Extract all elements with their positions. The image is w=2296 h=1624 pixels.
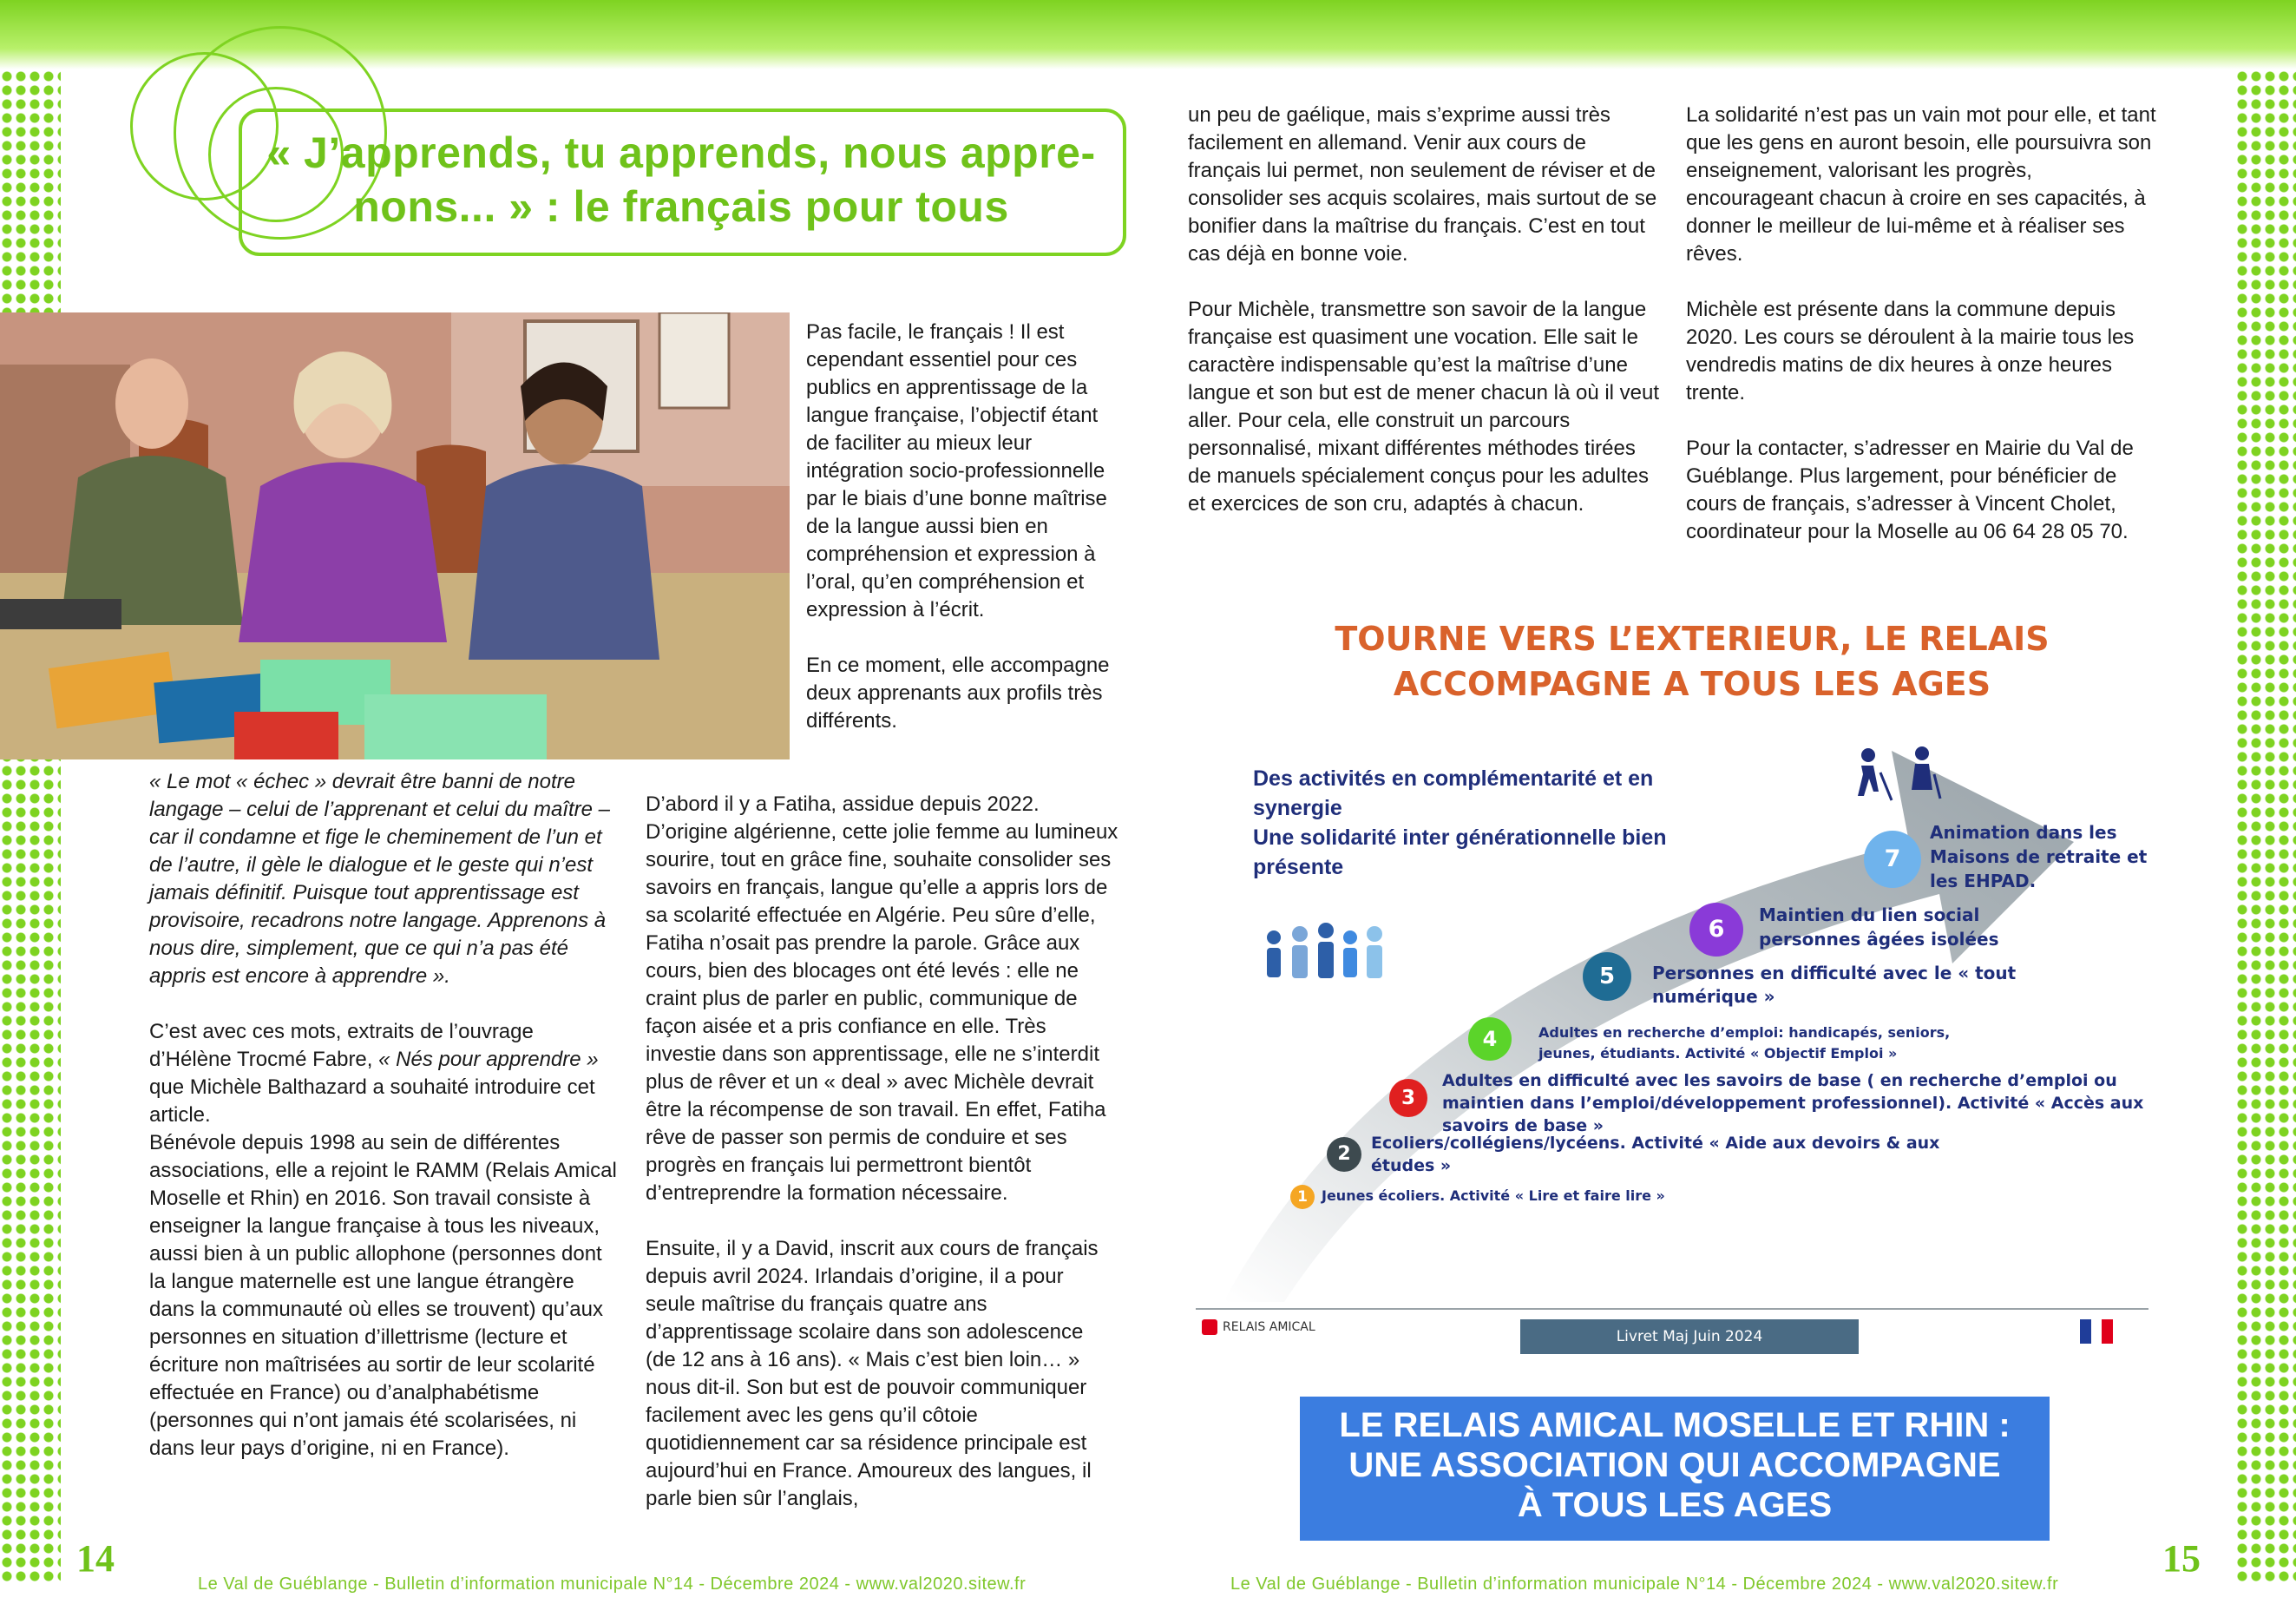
- label-line: savoirs de base »: [1442, 1116, 1604, 1135]
- page-number-left: 14: [76, 1537, 115, 1580]
- banner-line: UNE ASSOCIATION QUI ACCOMPAGNE: [1348, 1446, 2001, 1484]
- logo-text: RELAIS AMICAL: [1223, 1320, 1315, 1334]
- step-3-circle: 3: [1389, 1079, 1427, 1117]
- right-page-column-2: [1686, 102, 2161, 546]
- people-group-icon: [1267, 923, 1382, 978]
- paragraph: Pas facile, le français ! Il est cependant essentiel pour ces publics en apprentissage de la langue française, l’objectif étant de faciliter au mieux leur intégration socio-professionnelle par le biais d’une bonne maîtrise de la langue aussi bien en compréhension et expression à l’oral, qu’en compréhension et expression à l’écrit.: [806, 320, 1107, 621]
- step-4-circle: 4: [1468, 1017, 1512, 1061]
- infographic-divider: [1196, 1308, 2148, 1310]
- middle-column: [646, 791, 1118, 1513]
- label-line: personnes âgées isolées: [1759, 929, 1999, 950]
- step-3-label: [1442, 1069, 2143, 1137]
- title-line: ACCOMPAGNE A TOUS LES AGES: [1393, 665, 1991, 703]
- paragraph: un peu de gaélique, mais s’exprime aussi très facilement en allemand. Venir aux cours de français lui permet, non seulement de réviser et de consolider ses acquis scolaires, mais surtout de se bonifier dans la maîtrise du français. C’est en tout cas déjà en bonne voie.: [1188, 103, 1657, 266]
- relais-logo-icon: [1202, 1319, 1217, 1335]
- livret-badge: Livret Maj Juin 2024: [1520, 1319, 1859, 1354]
- label-line: Personnes en difficulté avec le « tout: [1652, 963, 2017, 983]
- step-1-circle: 1: [1290, 1185, 1315, 1209]
- paragraph: Michèle est présente dans la commune depuis 2020. Les cours se déroulent à la mairie tous les vendredis matins de dix heures à onze heures trente.: [1686, 298, 2135, 404]
- infographic-title: [1267, 616, 2117, 707]
- subtitle-line: Des activités en complémentarité et en: [1253, 766, 1654, 791]
- step-5-circle: 5: [1583, 952, 1631, 1001]
- footer-right: Le Val de Guéblange - Bulletin d’information municipale N°14 - Décembre 2024 - www.val2020.sitew.fr: [1230, 1575, 2059, 1594]
- paragraph: Pour Michèle, transmettre son savoir de la langue française est quasiment une vocation. Elle sait le caractère indispensable qu’est la maîtrise d’une langue et son but est de mener chacun là où il veut aller. Pour cela, elle construit un parcours personnalisé, mixant différentes méthodes tirées de manuels spécialement conçus pour les adultes et exercices de son cru, adaptés à chacun.: [1188, 298, 1660, 516]
- label-line: études »: [1371, 1156, 1452, 1175]
- paragraph: Pour la contacter, s’adresser en Mairie du Val de Guéblange. Plus largement, pour bénéficier de cours de français, s’adresser à Vincent Cholet, coordinateur pour la Moselle au 06 64 28 05 70.: [1686, 437, 2134, 543]
- right-dot-border: [2235, 69, 2296, 1584]
- step-2-label: [1371, 1132, 1939, 1177]
- relais-amical-banner: [1300, 1397, 2050, 1541]
- relais-amical-logo: [1202, 1319, 1315, 1335]
- step-1-label: [1322, 1187, 1665, 1205]
- label-line: Animation dans les: [1930, 822, 2117, 843]
- paragraph: La solidarité n’est pas un vain mot pour elle, et tant que les gens en auront besoin, elle poursuivra son enseignement, valorisant les progrès, encourageant chacun à croire en ses capacités, à donner le meilleur de lui-même et à réaliser ses rêves.: [1686, 103, 2156, 266]
- label-line: Adultes en difficulté avec les savoirs de base ( en recherche d’emploi ou: [1442, 1071, 2117, 1090]
- quote: « Le mot « échec » devrait être banni de notre langage – celui de l’apprenant et celui du maître – car il condamne et fige le cheminement de l’un et de l’autre, il gèle le dialogue et le geste qui n’est jamais définitif. Puisque tout apprentissage est provisoire, recadrons notre langage. Apprenons à nous dire, simplement, que ce qui n’a pas été appris est encore à apprendre ».: [149, 770, 611, 988]
- french-republic-flag-icon: [2080, 1319, 2113, 1344]
- label-line: Maisons de retraite et: [1930, 846, 2148, 867]
- left-dot-border: [0, 69, 61, 1584]
- step-6-label: [1759, 903, 1999, 951]
- footer-left: Le Val de Guéblange - Bulletin d’information municipale N°14 - Décembre 2024 - www.val2020.sitew.fr: [198, 1575, 1027, 1594]
- step-5-label: [1652, 962, 2016, 1009]
- step-6-circle: 6: [1689, 903, 1743, 957]
- subtitle-line: synergie: [1253, 796, 1342, 820]
- step-4-label: [1538, 1022, 1950, 1064]
- label-line: Ecoliers/collégiens/lycéens. Activité « Aide aux devoirs & aux: [1371, 1134, 1940, 1153]
- label-line: maintien dans l’emploi/développement professionnel). Activité « Accès aux: [1442, 1094, 2144, 1113]
- label-line: Maintien du lien social: [1759, 904, 1980, 925]
- step-2-circle: 2: [1327, 1137, 1361, 1172]
- subtitle-line: Une solidarité inter générationnelle bien: [1253, 825, 1667, 850]
- label-line: Adultes en recherche d’emploi: handicapés, seniors,: [1538, 1024, 1951, 1041]
- label-line: numérique »: [1652, 986, 1775, 1007]
- infographic-subtitle: [1253, 764, 1765, 882]
- right-page-column-1: [1188, 102, 1661, 518]
- banner-line: À TOUS LES AGES: [1517, 1486, 1833, 1524]
- intro-text: [806, 319, 1114, 735]
- page-number-right: 15: [2162, 1537, 2201, 1580]
- paragraph: Ensuite, il y a David, inscrit aux cours de français depuis avril 2024. Irlandais d’origine, il a pour seule maîtrise du français quatre ans d’apprentissage scolaire dans son adolescence (de 12 ans à 16 ans). « Mais c’est bien loin… » nous dit-il. Son but est de pouvoir communiquer facilement avec les gens qu’il côtoie quotidiennement car sa résidence principale est aujourd’hui en France. Amoureux des langues, il parle bien sûr l’anglais,: [646, 1237, 1099, 1510]
- step-7-circle: 7: [1864, 831, 1921, 888]
- paragraph: En ce moment, elle accompagne deux apprenants aux profils très différents.: [806, 654, 1110, 733]
- text-run: que Michèle Balthazard a souhaité introduire cet article.: [149, 1075, 595, 1127]
- left-column: [149, 768, 618, 1463]
- label-line: Jeunes écoliers. Activité « Lire et faire lire »: [1322, 1187, 1665, 1204]
- banner-line: LE RELAIS AMICAL MOSELLE ET RHIN :: [1339, 1406, 2011, 1444]
- title-line: « J’apprends, tu apprends, nous appre-: [266, 128, 1096, 177]
- paragraph: D’abord il y a Fatiha, assidue depuis 2022. D’origine algérienne, cette jolie femme au lumineux sourire, tout en grâce fine, souhaite consolider ses savoirs en français, langue qu’elle a appris lors de sa scolarité effectuée en Algérie. Peu sûre d’elle, Fatiha n’osait pas prendre la parole. Grâce aux cours, bien des blocages ont été levés : elle ne craint plus de parler en public, communique de façon aisée et a pris confiance en elle. Très investie dans son apprentissage, elle ne s’interdit plus de rêver et un « deal » avec Michèle devrait être la récompense de son travail. En effet, Fatiha rêve de passer son permis de conduire et ses progrès en français lui permettront bientôt d’entreprendre la formation nécessaire.: [646, 792, 1118, 1205]
- book-title: « Nés pour apprendre »: [378, 1048, 599, 1071]
- text-run: C’est avec ces mots, extraits de l’ouvrage d’Hélène Trocmé Fabre,: [149, 1020, 534, 1071]
- classroom-photo: [0, 312, 790, 759]
- text-run: Bénévole depuis 1998 au sein de différentes associations, elle a rejoint le RAMM (Relais Amical Moselle et Rhin) en 2016. Son travail consiste à enseigner la langue française à tous les niveaux, aussi bien à un public allophone (personnes dont la langue maternelle est une langue étrangère dans la communauté où elles se trouvent) qu’aux personnes en situation d’illettrisme (lecture et écriture non maîtrisées au sortir de leur scolarité effectuée en France) ou d’analphabétisme (personnes qui n’ont jamais été scolarisées, ni dans leur pays d’origine, ni en France).: [149, 1131, 617, 1460]
- step-7-label: [1930, 820, 2147, 893]
- paragraph: [149, 1018, 618, 1463]
- subtitle-line: présente: [1253, 855, 1344, 879]
- label-line: les EHPAD.: [1930, 871, 2037, 891]
- title-line: TOURNE VERS L’EXTERIEUR, LE RELAIS: [1335, 620, 2050, 658]
- title-line: nons... » : le français pour tous: [353, 182, 1009, 231]
- label-line: jeunes, étudiants. Activité « Objectif Emploi »: [1538, 1045, 1898, 1062]
- article-title: [252, 126, 1111, 233]
